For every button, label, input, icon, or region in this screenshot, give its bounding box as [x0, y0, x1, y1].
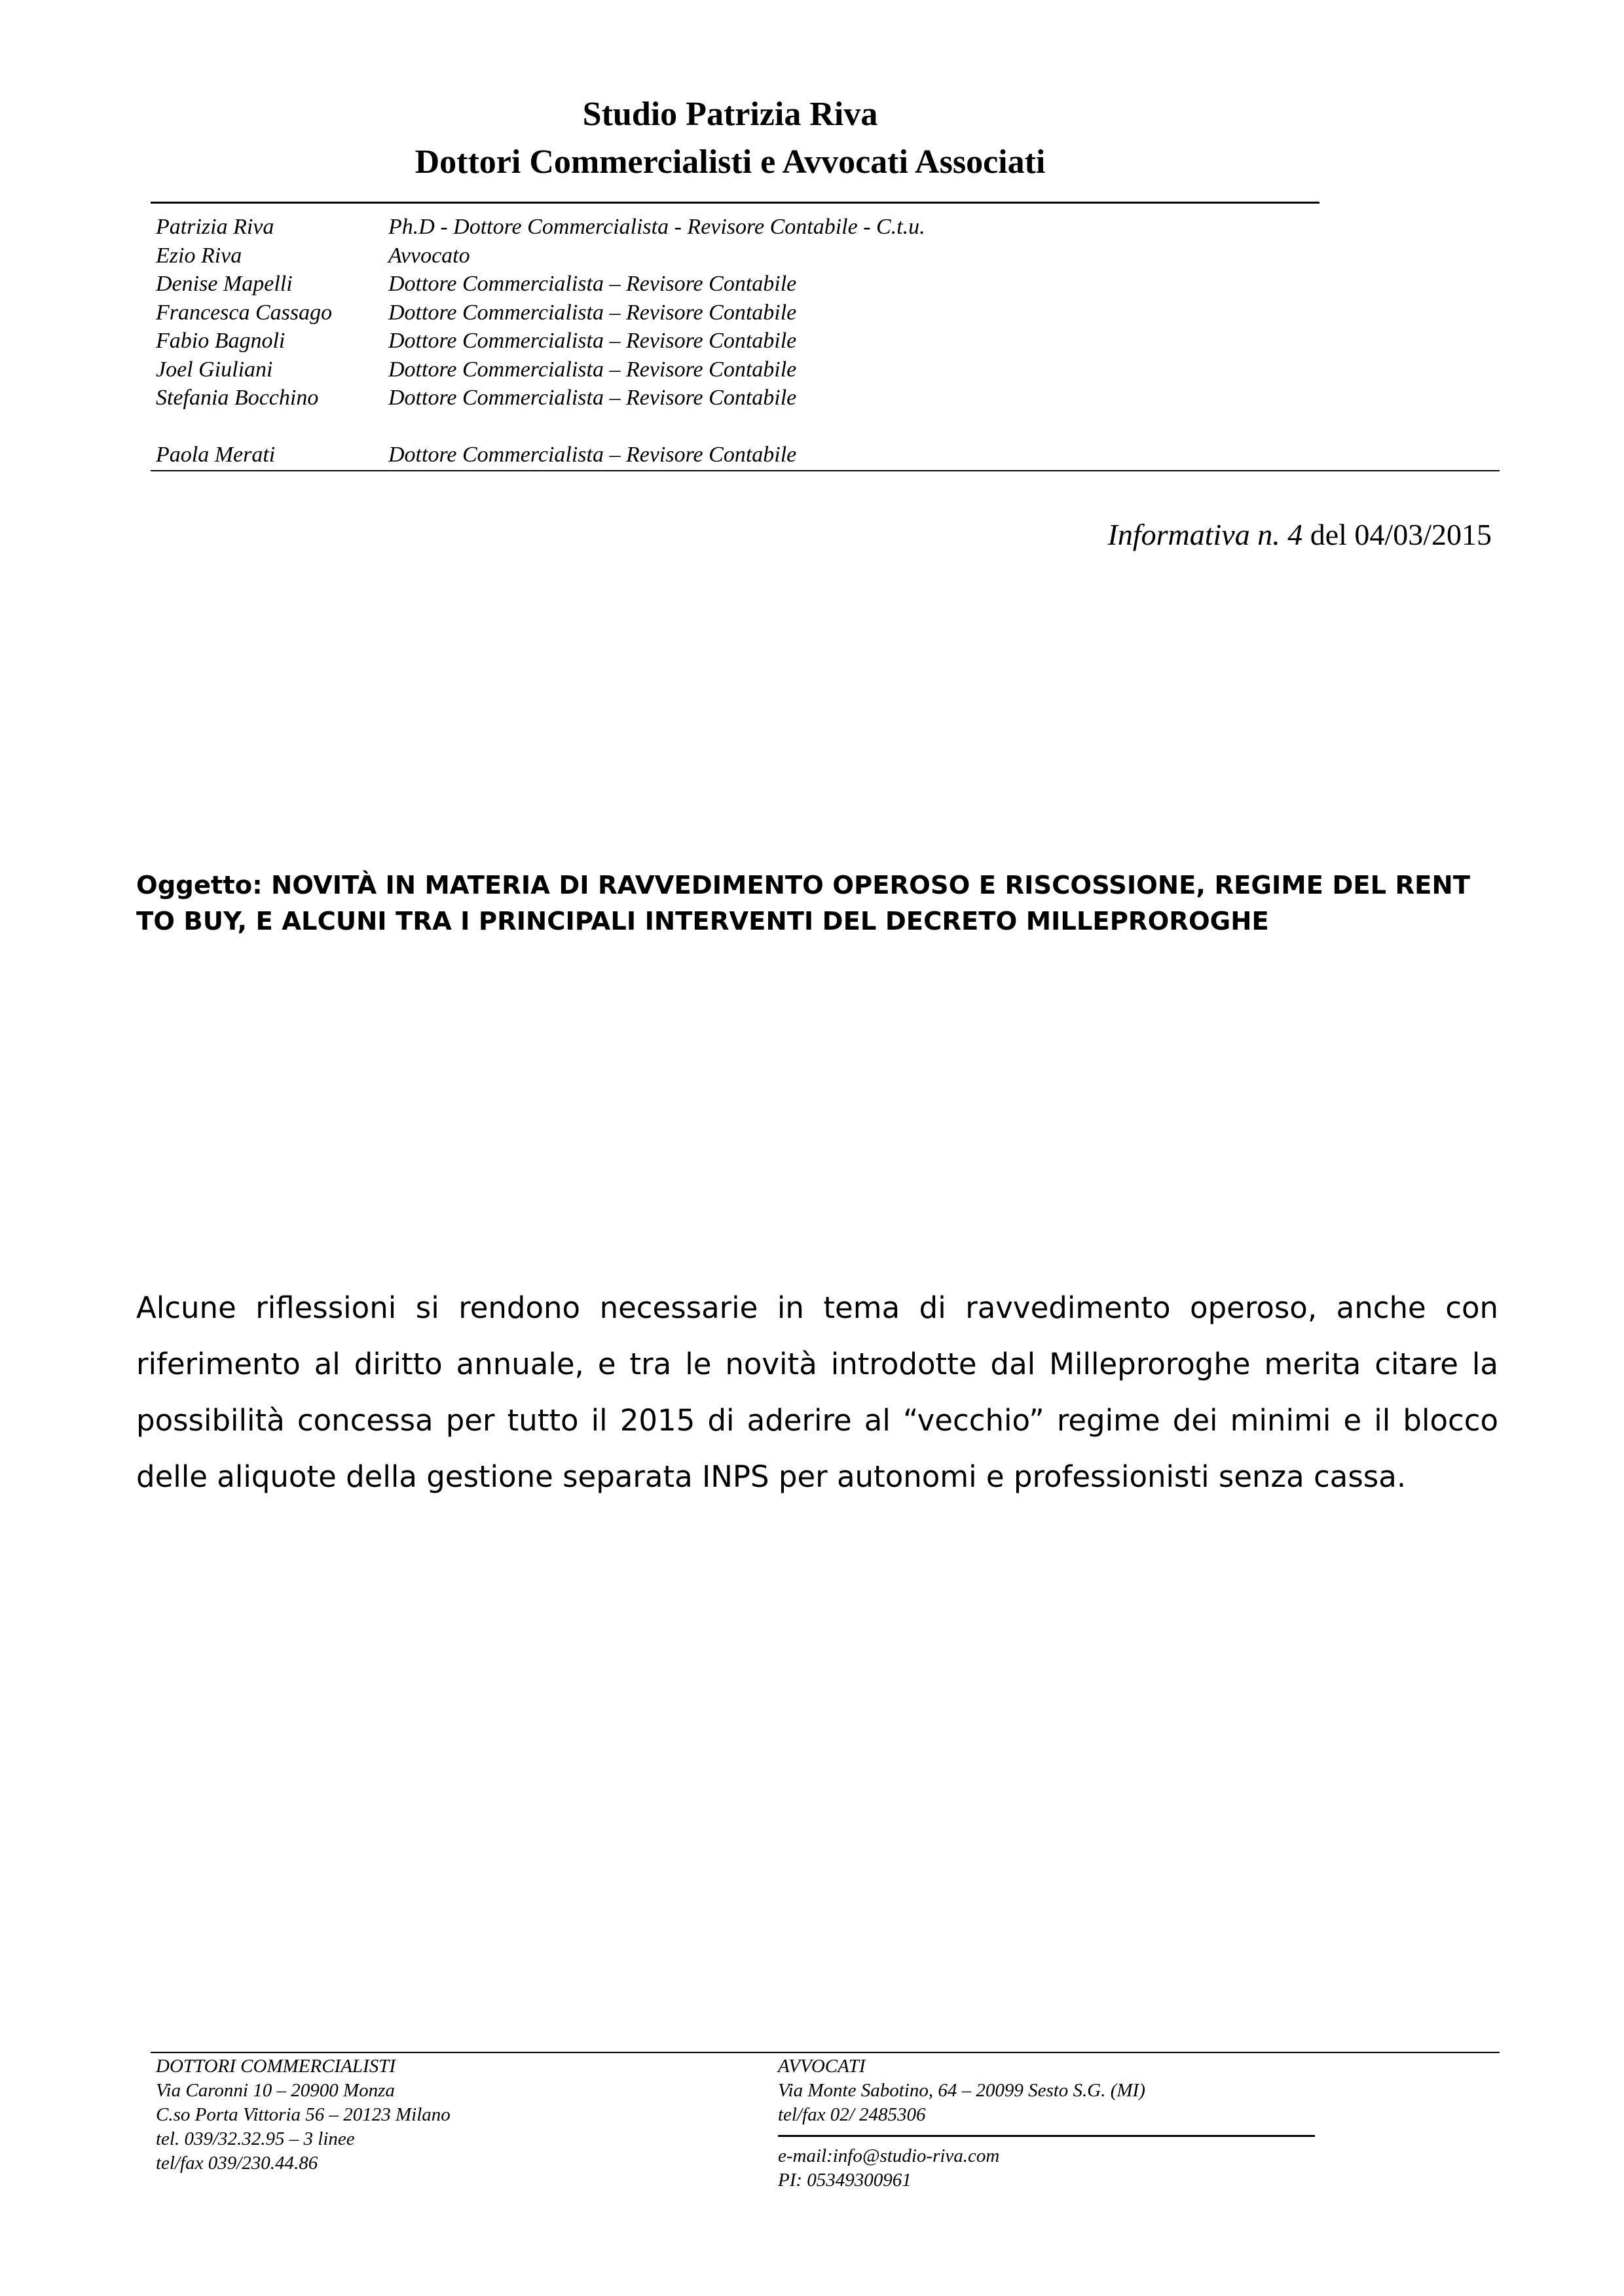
- informativa-date: del 04/03/2015: [1310, 518, 1492, 551]
- studio-name: Studio Patrizia Riva: [582, 96, 878, 133]
- partner-title: Dottore Commercialista – Revisore Contabile: [388, 329, 797, 353]
- partner-title: Avvocato: [388, 243, 470, 268]
- subject-block: [136, 867, 1498, 939]
- subject-text: NOVITÀ IN MATERIA DI RAVVEDIMENTO OPEROSO E RISCOSSIONE, REGIME DEL RENT TO BUY, E ALCUNI TRA I PRINCIPALI INTERVENTI DEL DECRETO MILLEPROROGHE: [136, 871, 1470, 936]
- partner-title: Dottore Commercialista – Revisore Contabile: [388, 386, 797, 410]
- roster-row: [156, 299, 925, 327]
- roster-row: [156, 355, 925, 384]
- partner-name: Paola Merati: [156, 443, 276, 467]
- footer-heading: AVVOCATI: [778, 2056, 866, 2077]
- footer-separator: [778, 2135, 1315, 2137]
- partner-name: Denise Mapelli: [156, 272, 293, 296]
- partners-roster: [156, 213, 925, 469]
- studio-subtitle: Dottori Commercialisti e Avvocati Associati: [415, 143, 1046, 181]
- roster-row: [156, 242, 925, 270]
- footer-address-line: C.so Porta Vittoria 56 – 20123 Milano: [156, 2104, 451, 2125]
- roster-row: [156, 384, 925, 412]
- footer-email: e-mail:info@studio-riva.com: [778, 2145, 1000, 2166]
- header-top-rule: [151, 202, 1320, 204]
- footer-vat-number: PI: 05349300961: [778, 2170, 912, 2191]
- partner-title: Dottore Commercialista – Revisore Contabile: [388, 357, 797, 382]
- subject-label: Oggetto:: [136, 871, 263, 900]
- partner-title: Dottore Commercialista – Revisore Contabile: [388, 300, 797, 325]
- partner-name: Joel Giuliani: [156, 357, 273, 382]
- footer-fax-line: tel/fax 02/ 2485306: [778, 2104, 926, 2125]
- partner-name: Francesca Cassago: [156, 300, 333, 325]
- partner-name: Fabio Bagnoli: [156, 329, 286, 353]
- footer-avvocati: [778, 2054, 1315, 2193]
- informativa-reference: [1108, 517, 1492, 552]
- roster-row: [156, 327, 925, 355]
- footer-rule: [151, 2052, 1500, 2053]
- roster-row: [156, 213, 925, 242]
- footer-address-line: Via Monte Sabotino, 64 – 20099 Sesto S.G. (MI): [778, 2080, 1145, 2101]
- roster-row: [156, 441, 925, 469]
- partner-name: Patrizia Riva: [156, 215, 274, 239]
- header-bottom-rule: [151, 470, 1500, 471]
- footer-heading: DOTTORI COMMERCIALISTI: [156, 2056, 396, 2077]
- partner-title: Dottore Commercialista – Revisore Contabile: [388, 443, 797, 467]
- footer-fax-line: tel/fax 039/230.44.86: [156, 2153, 318, 2174]
- partner-title: Ph.D - Dottore Commercialista - Revisore Contabile - C.t.u.: [388, 215, 925, 239]
- body-paragraph: Alcune riflessioni si rendono necessarie in tema di ravvedimento operoso, anche con riferimento al diritto annuale, e tra le novità introdotte dal Milleproroghe merita citare la possibilità concessa per tutto il 2015 di aderire al “vecchio” regime dei minimi e il blocco delle aliquote della gestione separata INPS per autonomi e professionisti senza cassa.: [136, 1290, 1498, 1494]
- partner-title: Dottore Commercialista – Revisore Contabile: [388, 272, 797, 296]
- partner-name: Ezio Riva: [156, 243, 242, 268]
- footer-phone-line: tel. 039/32.32.95 – 3 linee: [156, 2128, 355, 2149]
- footer-address-line: Via Caronni 10 – 20900 Monza: [156, 2080, 395, 2101]
- partner-name: Stefania Bocchino: [156, 386, 319, 410]
- roster-row: [156, 270, 925, 299]
- footer-commercialisti: [156, 2054, 451, 2176]
- informativa-number: Informativa n. 4: [1107, 518, 1303, 551]
